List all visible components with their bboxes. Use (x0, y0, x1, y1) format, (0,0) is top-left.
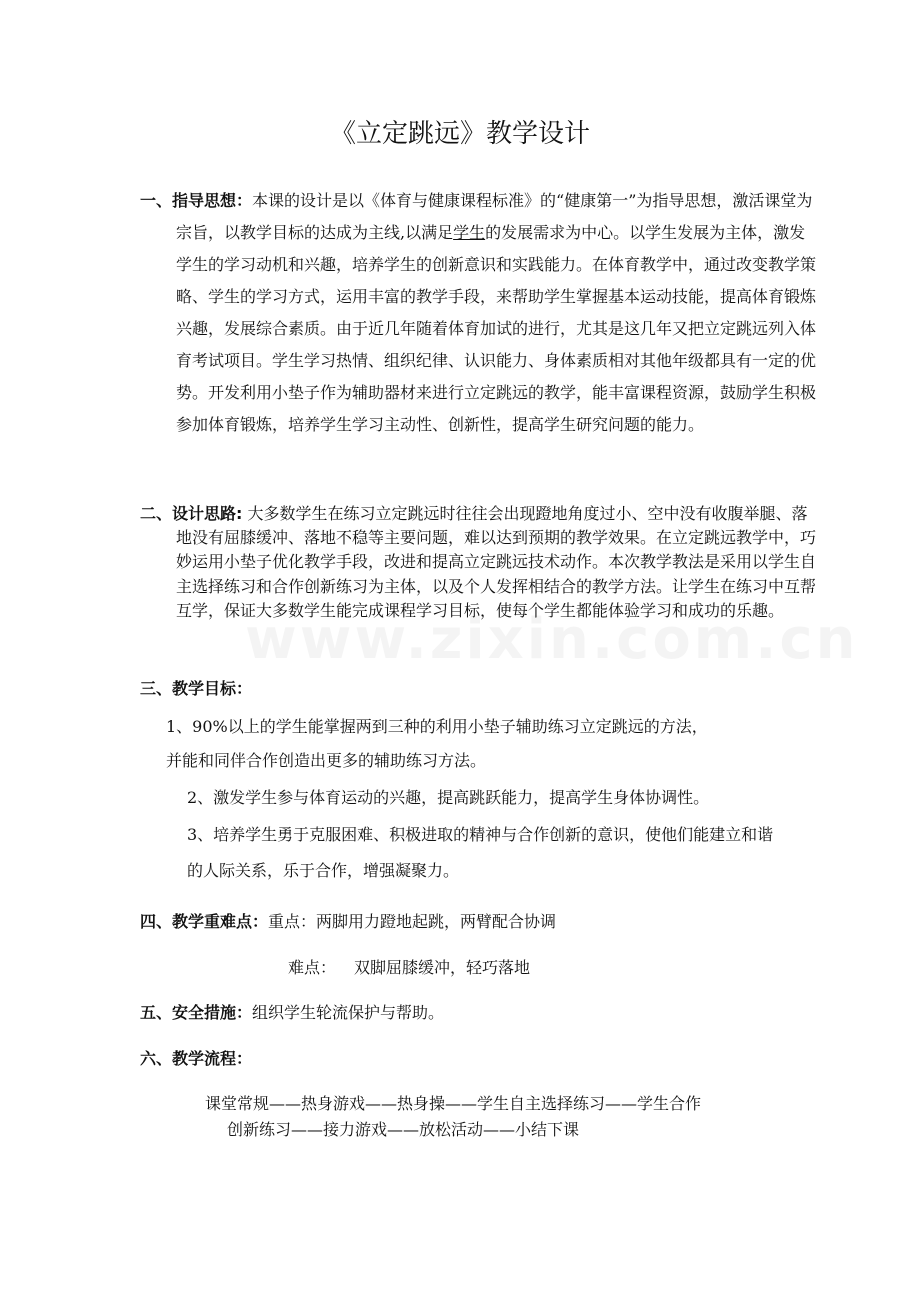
section-heading: 三、教学目标： (140, 679, 253, 698)
students-link[interactable]: 学生 (453, 223, 486, 242)
difficult-point (288, 953, 530, 983)
section-safety (140, 998, 444, 1028)
section-text: 的发展需求为中心。以学生发展为主体，激发学生的学习动机和兴趣，培养学生的创新意识和实践能力。在体育教学中，通过改变教学策略、学生的学习方式，运用丰富的教学手段，来帮助学生掌握基本运动技能，提高体育锻炼兴趣，发展综合素质。由于近几年随着体育加试的进行，尤其是这几年又把立定跳远列入体育考试项目。学生学习热情、组织纪律、认识能力、身体素质相对其他年级都具有一定的优势。开发利用小垫子作为辅助器材来进行立定跳远的教学，能丰富课程资源，鼓励学生积极参加体育锻炼，培养学生学习主动性、创新性，提高学生研究问题的能力。 (176, 223, 817, 434)
key-point-text: 重点：两脚用力蹬地起跳，两臂配合协调 (268, 912, 557, 931)
goal-text: 1、90%以上的学生能掌握两到三种的利用小垫子辅助练习立定跳远的方法， (166, 717, 708, 736)
difficult-text: 双脚屈膝缓冲，轻巧落地 (354, 958, 531, 977)
section-teaching-goals-heading (140, 676, 252, 702)
difficult-label: 难点： (288, 958, 337, 977)
section-heading: 五、安全措施： (140, 1003, 253, 1022)
section-text: 本课的设计是以《体育与健康课程标准》的“健康第一”为指导思想，激活课堂为宗旨，以教学目标的达成为主线,以满足 (176, 191, 813, 242)
section-text: 大多数学生在练习立定跳远时往往会出现蹬地角度过小、空中没有收腹举腿、落地没有屈膝缓冲、落地不稳等主要问题，难以达到预期的教学效果。在立定跳远教学中，巧妙运用小垫子优化教学手段，改进和提高立定跳远技术动作。本次教学教法是采用以学生自主选择练习和合作创新练习为主体，以及个人发挥相结合的教学方法。让学生在练习中互帮互学，保证大多数学生能完成课程学习目标，使每个学生都能体验学习和成功的乐趣。 (176, 504, 817, 620)
teaching-flow (205, 1091, 785, 1143)
section-heading: 四、教学重难点： (140, 912, 269, 931)
flow-line-1: 课堂常规——热身游戏——热身操——学生自主选择练习——学生合作 (205, 1094, 702, 1113)
section-guiding-thought (140, 185, 818, 441)
goal-item-1 (150, 710, 806, 778)
goal-text: 并能和同伴合作创造出更多的辅助练习方法。 (166, 751, 487, 770)
goal-item-2: 2、激发学生参与体育运动的兴趣，提高跳跃能力，提高学生身体协调性。 (187, 788, 710, 807)
section-teaching-flow-heading (140, 1044, 252, 1074)
section-key-points (140, 907, 556, 937)
section-heading: 二、设计思路: (140, 504, 243, 523)
flow-line-2: 创新练习——接力游戏——放松活动——小结下课 (227, 1120, 580, 1139)
section-heading: 一、指导思想： (140, 191, 253, 210)
section-text: 组织学生轮流保护与帮助。 (252, 1003, 445, 1022)
section-design-idea (140, 502, 818, 623)
page-title: 《立定跳远》教学设计 (329, 119, 590, 149)
section-heading: 六、教学流程： (140, 1049, 253, 1068)
goal-item-3: 3、培养学生勇于克服困难、积极进取的精神与合作创新的意识，使他们能建立和谐的人际关系，乐于合作，增强凝聚力。 (187, 825, 774, 880)
